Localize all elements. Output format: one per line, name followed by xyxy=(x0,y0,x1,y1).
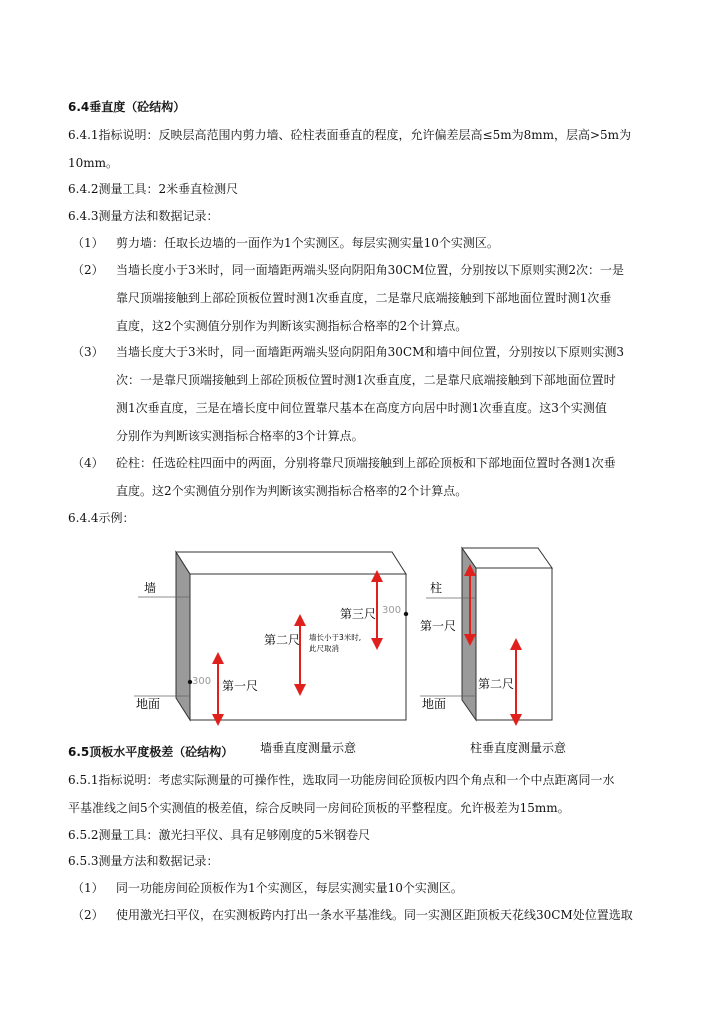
paragraph-6-5-1-line1: 6.5.1指标说明：考虑实际测量的可操作性，选取同一功能房间砼顶板内四个角点和一个中点距离同一水 xyxy=(68,773,615,787)
wall-ruler-1-label: 第一尺 xyxy=(222,679,259,693)
wall-ruler-2-label: 第二尺 xyxy=(264,633,301,647)
heading-6-5: 6.5顶板水平度极差（砼结构） xyxy=(68,745,234,759)
item-text: 分别作为判断该实测指标合格率的3个计算点。 xyxy=(116,429,364,443)
wall-front-face xyxy=(190,574,406,720)
column-label: 柱 xyxy=(430,581,443,595)
item-text: 次：一是靠尺顶端接触到上部砼顶板位置时测1次垂直度，二是靠尺底端接触到下部地面位置时 xyxy=(116,373,616,387)
item-number: （2） xyxy=(72,908,104,922)
item-number: （4） xyxy=(72,456,104,470)
wall-side-face xyxy=(176,552,190,720)
wall-point-right xyxy=(404,612,408,616)
wall-dimension-left: 300 xyxy=(192,676,212,687)
verticality-diagram xyxy=(0,540,724,760)
item-text: 使用激光扫平仪，在实测板跨内打出一条水平基准线。同一实测区距顶板天花线30CM处位置选取 xyxy=(116,908,633,922)
item-text: 直度，这2个实测值分别作为判断该实测指标合格率的2个计算点。 xyxy=(116,319,468,333)
item-text: 砼柱：任选砼柱四面中的两面，分别将靠尺顶端接触到上部砼顶板和下部地面位置时各测1次垂 xyxy=(116,456,616,470)
paragraph-6-4-1-line1: 6.4.1指标说明：反映层高范围内剪力墙、砼柱表面垂直的程度，允许偏差层高≤5m为8mm，层高>5m为 xyxy=(68,128,632,142)
column-top-face xyxy=(462,548,552,568)
item-text: 剪力墙：任取长边墙的一面作为1个实测区。每层实测实量10个实测区。 xyxy=(116,236,499,250)
item-text: 当墙长度大于3米时，同一面墙距两端头竖向阴阳角30CM和墙中间位置，分别按以下原则实测3 xyxy=(116,345,625,359)
wall-note-line1: 墙长小于3米时, xyxy=(309,633,362,642)
column-caption: 柱垂直度测量示意 xyxy=(470,741,567,755)
wall-top-face xyxy=(176,552,406,574)
heading-6-4: 6.4垂直度（砼结构） xyxy=(68,100,186,114)
column-ruler-1-label: 第一尺 xyxy=(420,619,457,633)
wall-ruler-3-label: 第三尺 xyxy=(340,607,377,621)
wall-ground-label: 地面 xyxy=(136,697,161,711)
item-text: 测1次垂直度，三是在墙长度中间位置靠尺基本在高度方向居中时测1次垂直度。这3个实测值 xyxy=(116,401,607,415)
column-ground-label: 地面 xyxy=(422,697,447,711)
paragraph-6-4-2: 6.4.2测量工具：2米垂直检测尺 xyxy=(68,182,239,196)
paragraph-6-5-1-line2: 平基准线之间5个实测值的极差值，综合反映同一房间砼顶板的平整程度。允许极差为15mm。 xyxy=(68,801,570,815)
wall-note-line2: 此尺取消 xyxy=(309,644,339,653)
paragraph-6-5-2: 6.5.2测量工具：激光扫平仪、具有足够刚度的5米钢卷尺 xyxy=(68,828,371,842)
item-text: 当墙长度小于3米时，同一面墙距两端头竖向阴阳角30CM位置，分别按以下原则实测2次：一是 xyxy=(116,263,625,277)
wall-label: 墙 xyxy=(144,581,157,595)
column-front-face xyxy=(476,568,552,720)
paragraph-6-5-3: 6.5.3测量方法和数据记录： xyxy=(68,854,219,868)
item-text: 直度。这2个实测值分别作为判断该实测指标合格率的2个计算点。 xyxy=(116,484,468,498)
item-number: （1） xyxy=(72,236,104,250)
item-text: 靠尺顶端接触到上部砼顶板位置时测1次垂直度，二是靠尺底端接触到下部地面位置时测1次垂 xyxy=(116,291,612,305)
paragraph-6-4-4: 6.4.4示例： xyxy=(68,511,135,525)
wall-caption: 墙垂直度测量示意 xyxy=(260,741,357,755)
wall-dimension-right: 300 xyxy=(382,605,402,616)
item-number: （1） xyxy=(72,881,104,895)
paragraph-6-4-3: 6.4.3测量方法和数据记录： xyxy=(68,209,219,223)
item-number: （2） xyxy=(72,263,104,277)
item-number: （3） xyxy=(72,345,104,359)
paragraph-6-4-1-line2: 10mm。 xyxy=(68,156,119,170)
item-text: 同一功能房间砼顶板作为1个实测区，每层实测实量10个实测区。 xyxy=(116,881,463,895)
column-ruler-2-label: 第二尺 xyxy=(478,677,515,691)
